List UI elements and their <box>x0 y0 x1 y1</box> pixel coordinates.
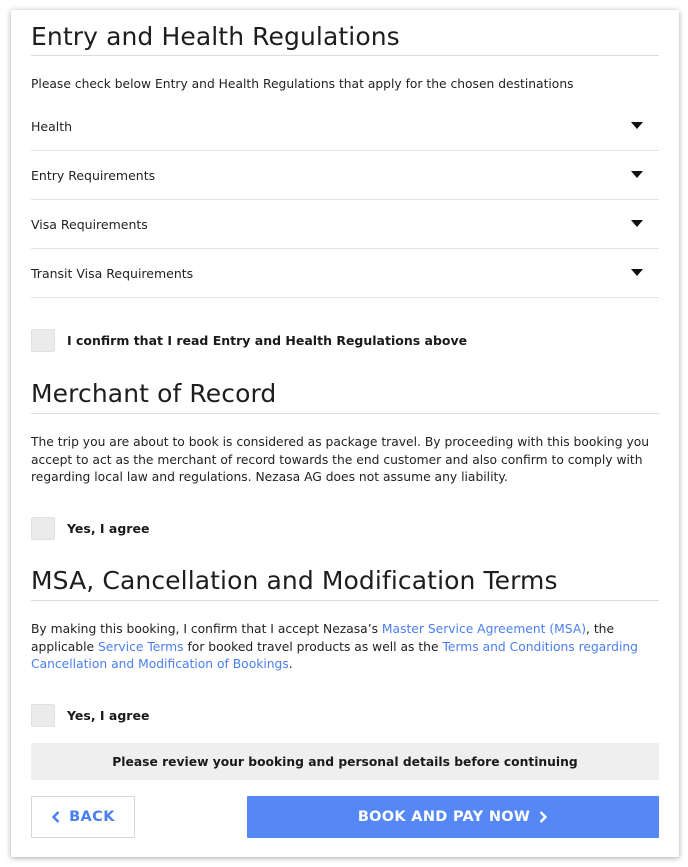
caret-down-icon <box>631 220 643 227</box>
msa-text: for booked travel products as well as the <box>183 639 443 654</box>
msa-title-divider <box>31 600 659 601</box>
chevron-right-icon <box>538 811 548 823</box>
entry-health-title: Entry and Health Regulations <box>31 22 400 51</box>
entry-confirm-row <box>31 328 467 352</box>
entry-title-divider <box>31 55 659 56</box>
merchant-title: Merchant of Record <box>31 379 277 408</box>
msa-text: By making this booking, I confirm that I accept Nezasa’s <box>31 622 382 636</box>
back-button-label: BACK <box>69 809 115 825</box>
back-button[interactable] <box>31 796 135 838</box>
merchant-agree-row <box>31 516 149 540</box>
checkout-card <box>11 10 679 857</box>
accordion-entry-requirements[interactable] <box>31 151 659 200</box>
accordion-visa-requirements[interactable] <box>31 200 659 249</box>
msa-text: . <box>288 657 293 671</box>
accordion-transit-visa-requirements[interactable] <box>31 249 659 298</box>
book-and-pay-button-label: BOOK AND PAY NOW <box>357 809 531 825</box>
msa-agree-label: Yes, I agree <box>67 707 150 723</box>
msa-agree-row <box>31 703 149 727</box>
msa-description <box>31 621 659 674</box>
merchant-description: The trip you are about to book is considered as package travel. By proceeding with this booking you accept to act as the merchant of record towards the end customer and also confirm to comply with regarding local law and regulations. Nezasa AG does not assume any liability. <box>31 435 650 484</box>
entry-confirm-checkbox[interactable] <box>31 329 55 352</box>
msa-agree-checkbox[interactable] <box>31 704 55 727</box>
accordion-health-label: Health <box>31 119 73 134</box>
accordion-transit-visa-requirements-label: Transit Visa Requirements <box>31 266 194 281</box>
caret-down-icon <box>631 171 643 178</box>
entry-confirm-label: I confirm that I read Entry and Health Regulations above <box>67 332 468 348</box>
cancellation-terms-link[interactable]: Terms and Conditions regarding Cancellation and Modification of Bookings <box>31 639 638 671</box>
merchant-agree-label: Yes, I agree <box>67 520 150 536</box>
merchant-agree-checkbox[interactable] <box>31 517 55 540</box>
merchant-title-divider <box>31 413 659 414</box>
review-notice: Please review your booking and personal details before continuing <box>31 743 659 780</box>
book-and-pay-button[interactable] <box>247 796 659 838</box>
service-terms-link[interactable]: Service Terms <box>97 639 184 654</box>
accordion-entry-requirements-label: Entry Requirements <box>31 168 156 183</box>
msa-text: , the applicable <box>31 622 615 654</box>
accordion-visa-requirements-label: Visa Requirements <box>31 217 148 232</box>
chevron-left-icon <box>51 811 61 823</box>
accordion-health[interactable] <box>31 102 659 151</box>
entry-health-description: Please check below Entry and Health Regulations that apply for the chosen destinations <box>31 77 574 91</box>
caret-down-icon <box>631 269 643 276</box>
caret-down-icon <box>631 122 643 129</box>
msa-link[interactable]: Master Service Agreement (MSA) <box>381 622 587 636</box>
msa-title: MSA, Cancellation and Modification Terms <box>31 566 558 595</box>
